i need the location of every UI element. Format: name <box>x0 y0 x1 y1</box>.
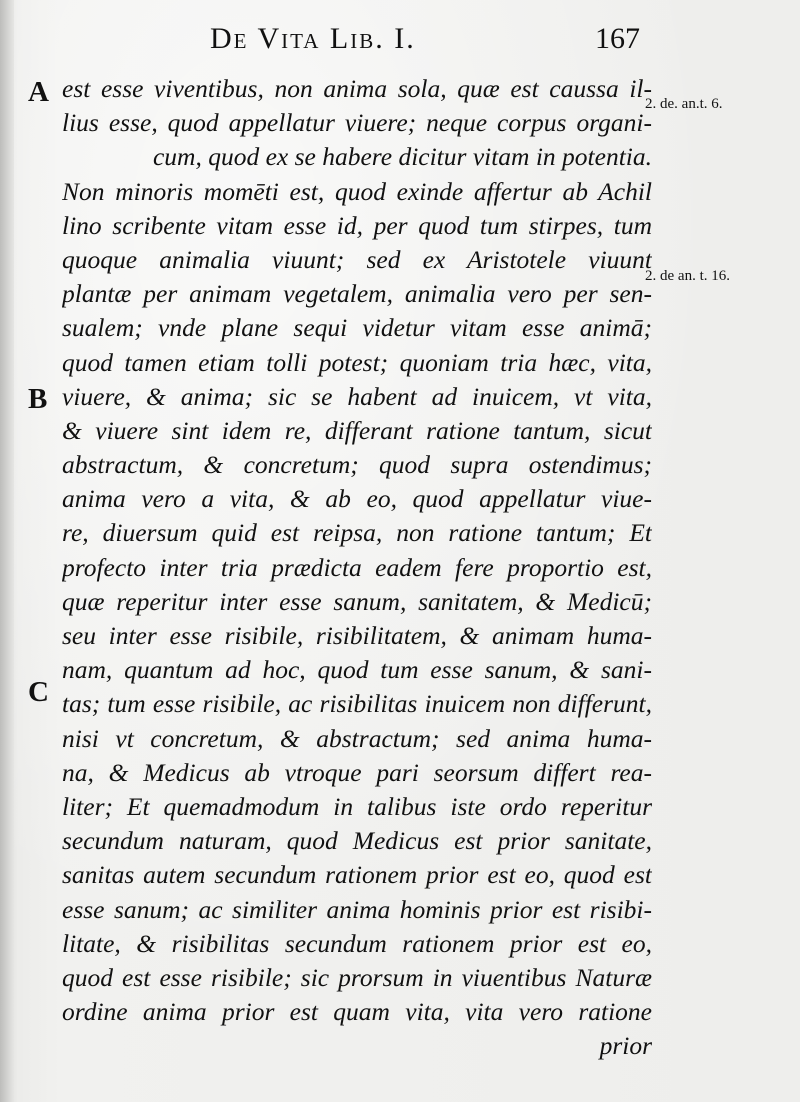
text-line: plantæ per animam vegetalem, animalia vero per sen- <box>62 279 652 309</box>
text-line: viuere, & anima; sic se habent ad inuicem, vt vita, <box>62 381 652 411</box>
text-line: na, & Medicus ab vtroque pari seorsum differt rea- <box>62 757 652 787</box>
text-line: abstractum, & concretum; quod supra ostendimus; <box>62 450 652 480</box>
text-line: nisi vt concretum, & abstractum; sed anima huma- <box>62 723 652 753</box>
text-line: lius esse, quod appellatur viuere; neque corpus organi- <box>62 108 652 138</box>
page-number: 167 <box>595 22 640 55</box>
page-spine-shadow <box>0 0 14 1102</box>
text-line: esse sanum; ac similiter anima hominis prior est risibi- <box>62 894 652 924</box>
text-line: quæ reperitur inter esse sanum, sanitatem, & Medicū; <box>62 586 652 616</box>
text-line: seu inter esse risibile, risibilitatem, & animam huma- <box>62 621 652 650</box>
text-line: quod tamen etiam tolli potest; quoniam tria hæc, vita, <box>62 347 652 377</box>
text-line: quoque animalia viuunt; sed ex Aristotele viuunt <box>62 244 652 274</box>
text-line: nam, quantum ad hoc, quod tum esse sanum, & sani- <box>62 655 652 685</box>
section-letter-b: B <box>28 383 48 415</box>
running-title: De Vita Lib. I. <box>210 22 416 55</box>
text-line: & viuere sint idem re, differant ratione tantum, sicut <box>62 415 652 445</box>
text-line: cum, quod ex se habere dicitur vitam in potentia. <box>152 142 652 172</box>
text-line: sualem; vnde plane sequi videtur vitam esse animā; <box>62 313 652 343</box>
page-header <box>210 22 640 68</box>
section-letter-a: A <box>28 76 49 108</box>
margin-note-reference: 2. de an. t. 16. <box>645 268 730 284</box>
text-line: lino scribente vitam esse id, per quod tum stirpes, tum <box>62 210 652 240</box>
text-line: liter; Et quemadmodum in talibus iste ordo reperitur <box>62 791 652 821</box>
text-line: ordine anima prior est quam vita, vita vero ratione <box>62 997 652 1027</box>
text-line: Non minoris momēti est, quod exinde affertur ab Achil <box>62 176 652 206</box>
text-line: secundum naturam, quod Medicus est prior sanitate, <box>62 826 652 856</box>
text-line: anima vero a vita, & ab eo, quod appellatur viue- <box>62 484 652 514</box>
catchword: prior <box>599 1031 652 1061</box>
text-line: quod est esse risibile; sic prorsum in viuentibus Naturæ <box>62 962 652 992</box>
section-letter-c: C <box>28 676 49 708</box>
text-line: tas; tum esse risibile, ac risibilitas inuicem non differunt, <box>62 689 652 719</box>
text-line: litate, & risibilitas secundum rationem prior est eo, <box>62 928 652 958</box>
text-line: sanitas autem secundum rationem prior est eo, quod est <box>62 860 652 890</box>
text-line: re, diuersum quid est reipsa, non ratione tantum; Et <box>62 518 652 548</box>
text-line: est esse viventibus, non anima sola, quæ est caussa il- <box>62 74 652 103</box>
text-line: profecto inter tria prædicta eadem fere proportio est, <box>62 552 652 582</box>
body-text <box>62 72 652 1063</box>
margin-note-reference: 2. de. an.t. 6. <box>645 96 723 112</box>
